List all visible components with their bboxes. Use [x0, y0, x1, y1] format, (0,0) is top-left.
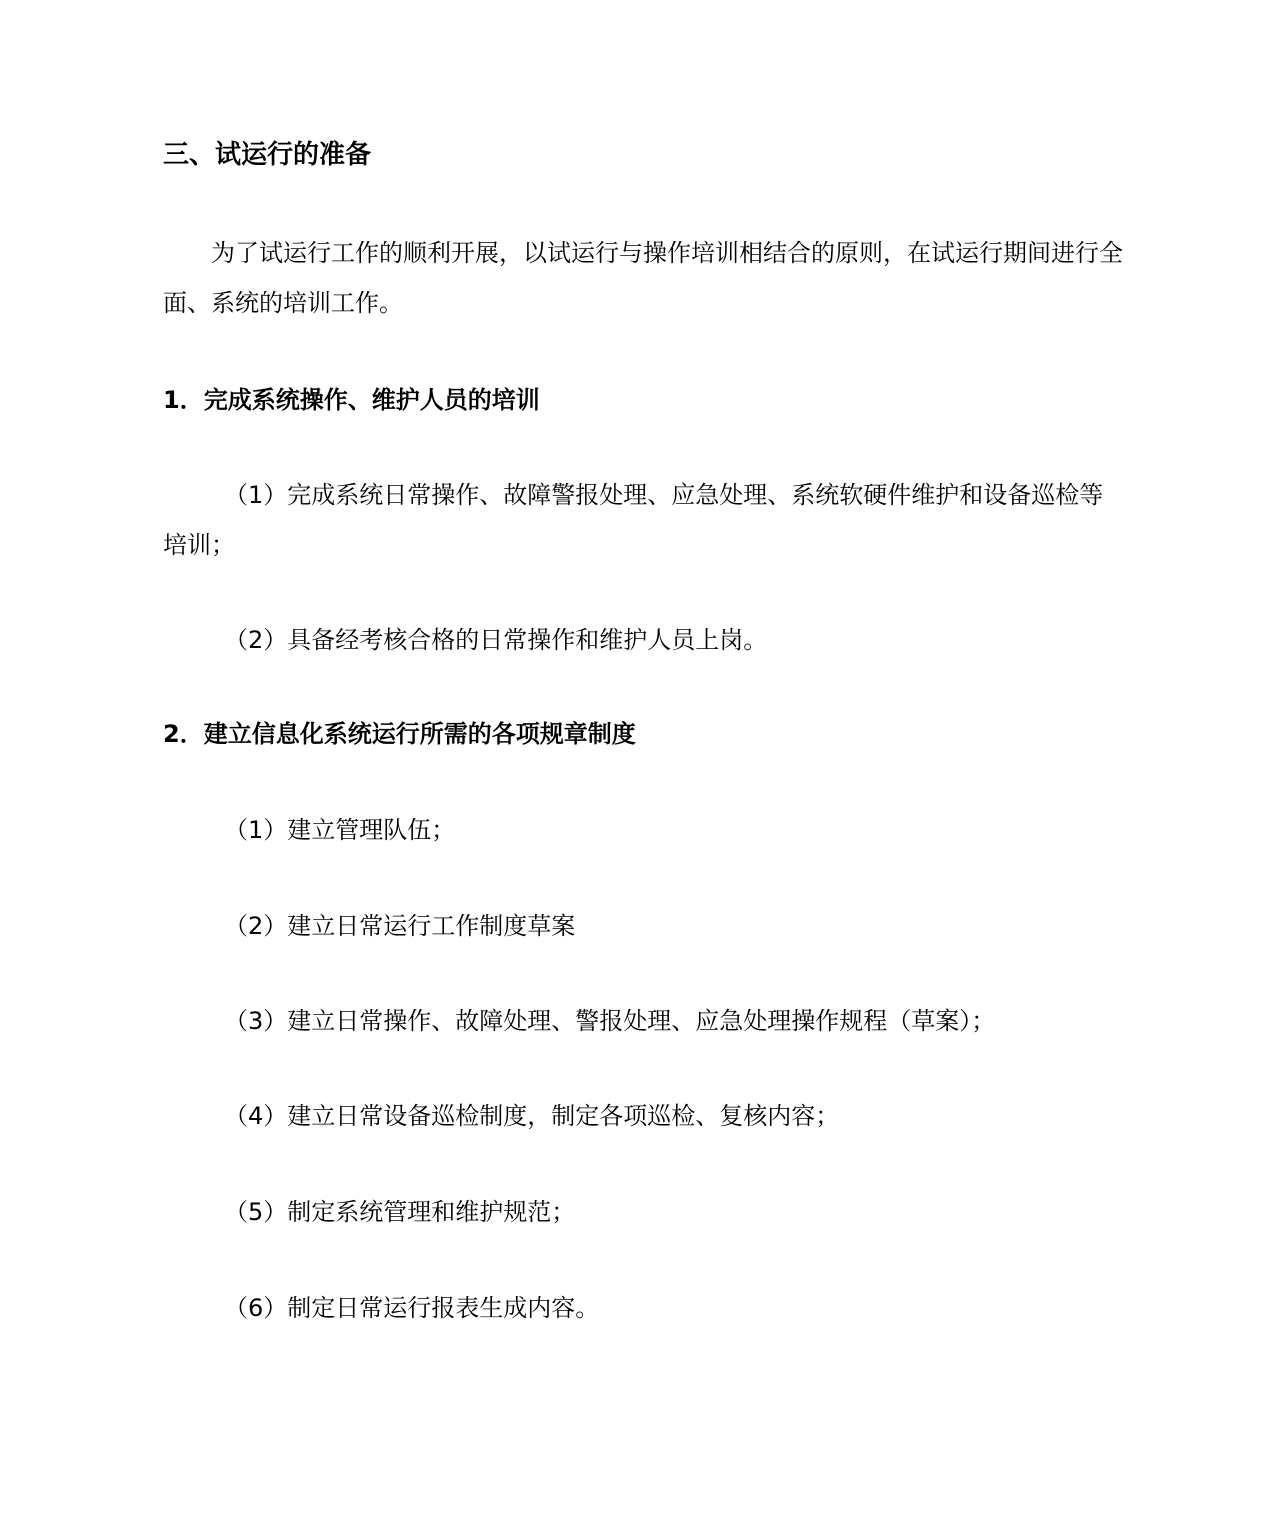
list-item: （2）具备经考核合格的日常操作和维护人员上岗。	[224, 626, 768, 654]
list-item: （6）制定日常运行报表生成内容。	[224, 1294, 600, 1322]
list-item: （4）建立日常设备巡检制度，制定各项巡检、复核内容；	[224, 1102, 840, 1130]
list-item: （2）建立日常运行工作制度草案	[224, 912, 576, 940]
section-title: 三、试运行的准备	[163, 140, 372, 170]
subsection-heading-2: 2．建立信息化系统运行所需的各项规章制度	[163, 720, 636, 748]
list-item: （3）建立日常操作、故障处理、警报处理、应急处理操作规程（草案）；	[224, 1007, 996, 1035]
list-item: （5）制定系统管理和维护规范；	[224, 1198, 576, 1226]
intro-paragraph: 为了试运行工作的顺利开展，以试运行与操作培训相结合的原则，在试运行期间进行全面、系统的培训工作。	[163, 239, 1123, 317]
list-item: （1）建立管理队伍；	[224, 816, 456, 844]
subsection-heading-1: 1．完成系统操作、维护人员的培训	[163, 386, 540, 414]
list-item: （1）完成系统日常操作、故障警报处理、应急处理、系统软硬件维护和设备巡检等培训；	[163, 481, 1104, 559]
